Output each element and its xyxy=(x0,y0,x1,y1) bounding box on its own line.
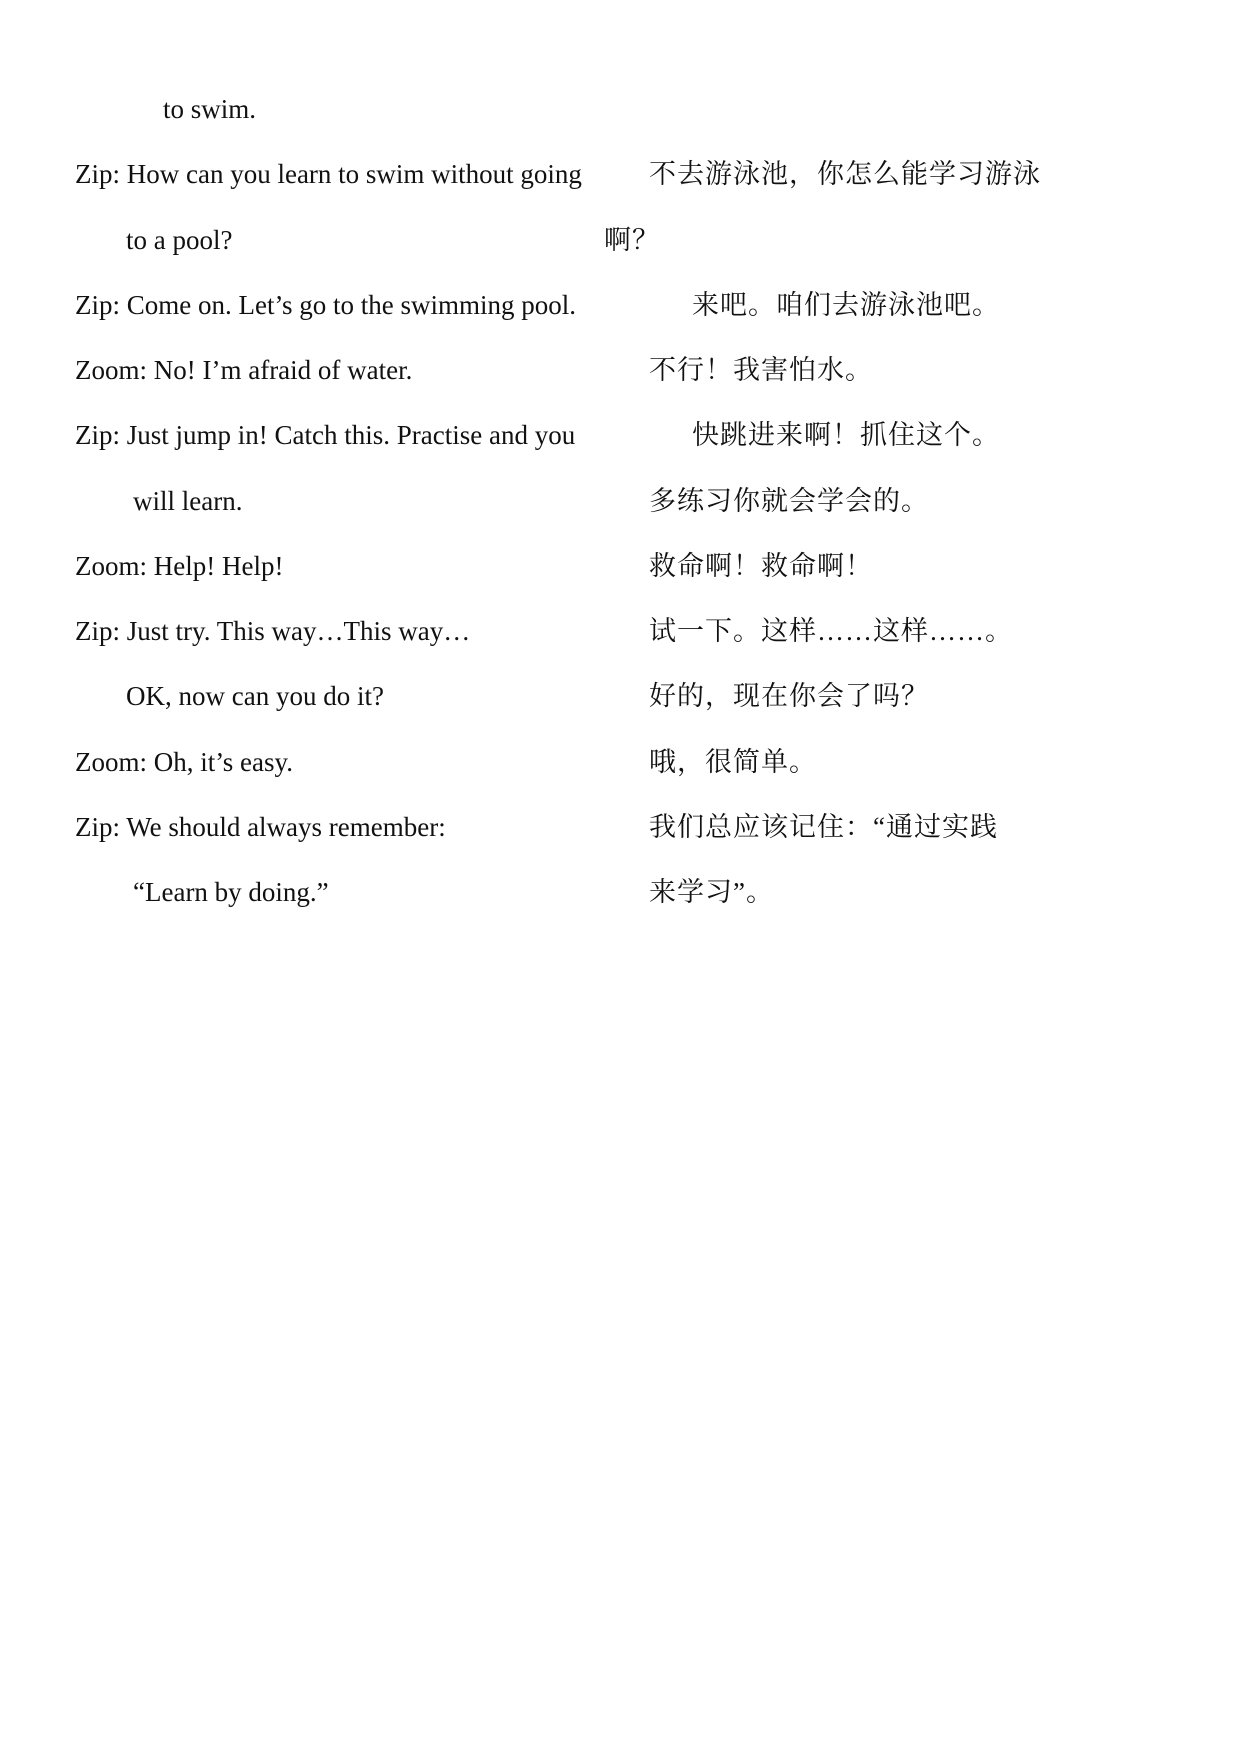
english-line: Zip: We should always remember: xyxy=(75,812,446,842)
dialogue-row xyxy=(0,352,1241,388)
dialogue-row xyxy=(0,222,1241,258)
chinese-line: 快跳进来啊！抓住这个。 xyxy=(692,420,1000,450)
english-line: Zoom: Help! Help! xyxy=(75,551,284,581)
chinese-line: 哦，很简单。 xyxy=(649,747,817,777)
chinese-line: 试一下。这样……这样……。 xyxy=(649,616,1013,646)
dialogue-row xyxy=(0,809,1241,845)
chinese-line: 不去游泳池，你怎么能学习游泳 xyxy=(649,159,1041,189)
english-line: to a pool? xyxy=(126,225,233,255)
english-line: Zip: Come on. Let’s go to the swimming pool. xyxy=(75,290,576,320)
dialogue-row xyxy=(0,483,1241,519)
chinese-line: 好的，现在你会了吗？ xyxy=(649,681,929,711)
chinese-line: 我们总应该记住：“通过实践 xyxy=(649,812,998,842)
chinese-line: 啊？ xyxy=(604,225,660,255)
chinese-line: 多练习你就会学会的。 xyxy=(649,486,929,516)
english-line: Zip: How can you learn to swim without going xyxy=(75,159,582,189)
chinese-line: 来吧。咱们去游泳池吧。 xyxy=(692,290,1000,320)
dialogue-row xyxy=(0,613,1241,649)
dialogue-row xyxy=(0,678,1241,714)
dialogue-row xyxy=(0,156,1241,192)
dialogue-row xyxy=(0,287,1241,323)
chinese-line: 不行！我害怕水。 xyxy=(649,355,873,385)
dialogue-row xyxy=(0,91,1241,127)
english-line: “Learn by doing.” xyxy=(133,877,329,907)
english-line: Zip: Just try. This way…This way… xyxy=(75,616,471,646)
english-line: Zip: Just jump in! Catch this. Practise and you xyxy=(75,420,576,450)
dialogue-row xyxy=(0,548,1241,584)
dialogue-row xyxy=(0,744,1241,780)
dialogue-row xyxy=(0,417,1241,453)
chinese-line: 来学习”。 xyxy=(649,877,774,907)
english-line: Zoom: No! I’m afraid of water. xyxy=(75,355,413,385)
chinese-line: 救命啊！救命啊！ xyxy=(649,551,873,581)
english-line: Zoom: Oh, it’s easy. xyxy=(75,747,293,777)
dialogue-row xyxy=(0,874,1241,910)
english-line: OK, now can you do it? xyxy=(126,681,384,711)
english-line: to swim. xyxy=(163,94,257,124)
english-line: will learn. xyxy=(133,486,243,516)
